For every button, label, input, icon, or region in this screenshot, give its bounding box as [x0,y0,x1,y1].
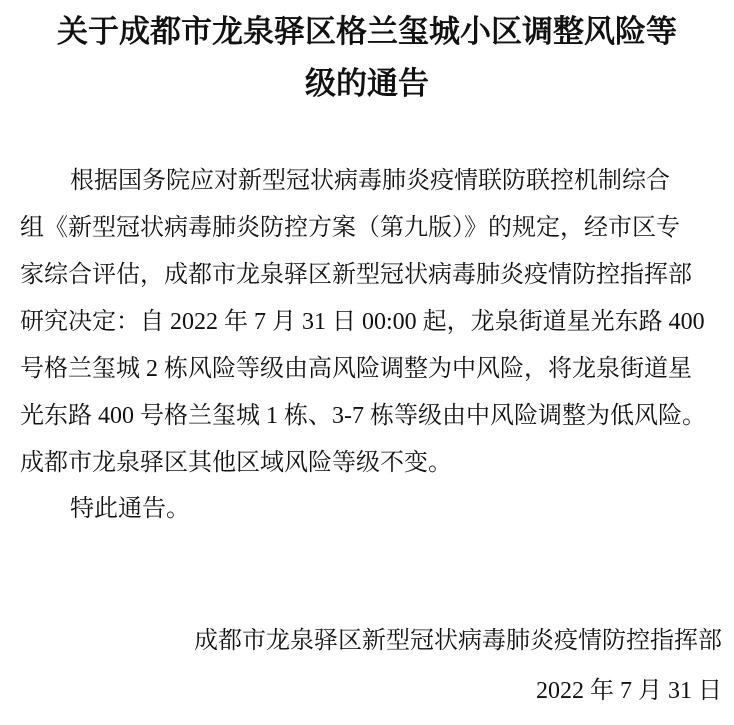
body-line: 组《新型冠状病毒肺炎防控方案（第九版）》的规定，经市区专 [20,215,680,241]
body-line: 成都市龙泉驿区其他区域风险等级不变。 [20,450,452,476]
title-line-2: 级的通告 [305,66,429,101]
body-line: 光东路 400 号格兰玺城 1 栋、3-7 栋等级由中风险调整为低风险。 [20,403,706,429]
body-line: 号格兰玺城 2 栋风险等级由高风险调整为中风险，将龙泉街道星 [20,356,692,382]
body-line: 研究决定：自 2022 年 7 月 31 日 00:00 起，龙泉街道星光东路 400 [20,309,705,335]
issuer: 成都市龙泉驿区新型冠状病毒肺炎疫情防控指挥部 [194,628,722,654]
title-line-1: 关于成都市龙泉驿区格兰玺城小区调整风险等 [57,14,677,49]
body-line: 根据国务院应对新型冠状病毒肺炎疫情联防联控机制综合 [70,168,670,194]
closing-line: 特此通告。 [70,496,190,522]
body-line: 家综合评估，成都市龙泉驿区新型冠状病毒肺炎疫情防控指挥部 [20,262,692,288]
issue-date: 2022 年 7 月 31 日 [536,678,722,704]
